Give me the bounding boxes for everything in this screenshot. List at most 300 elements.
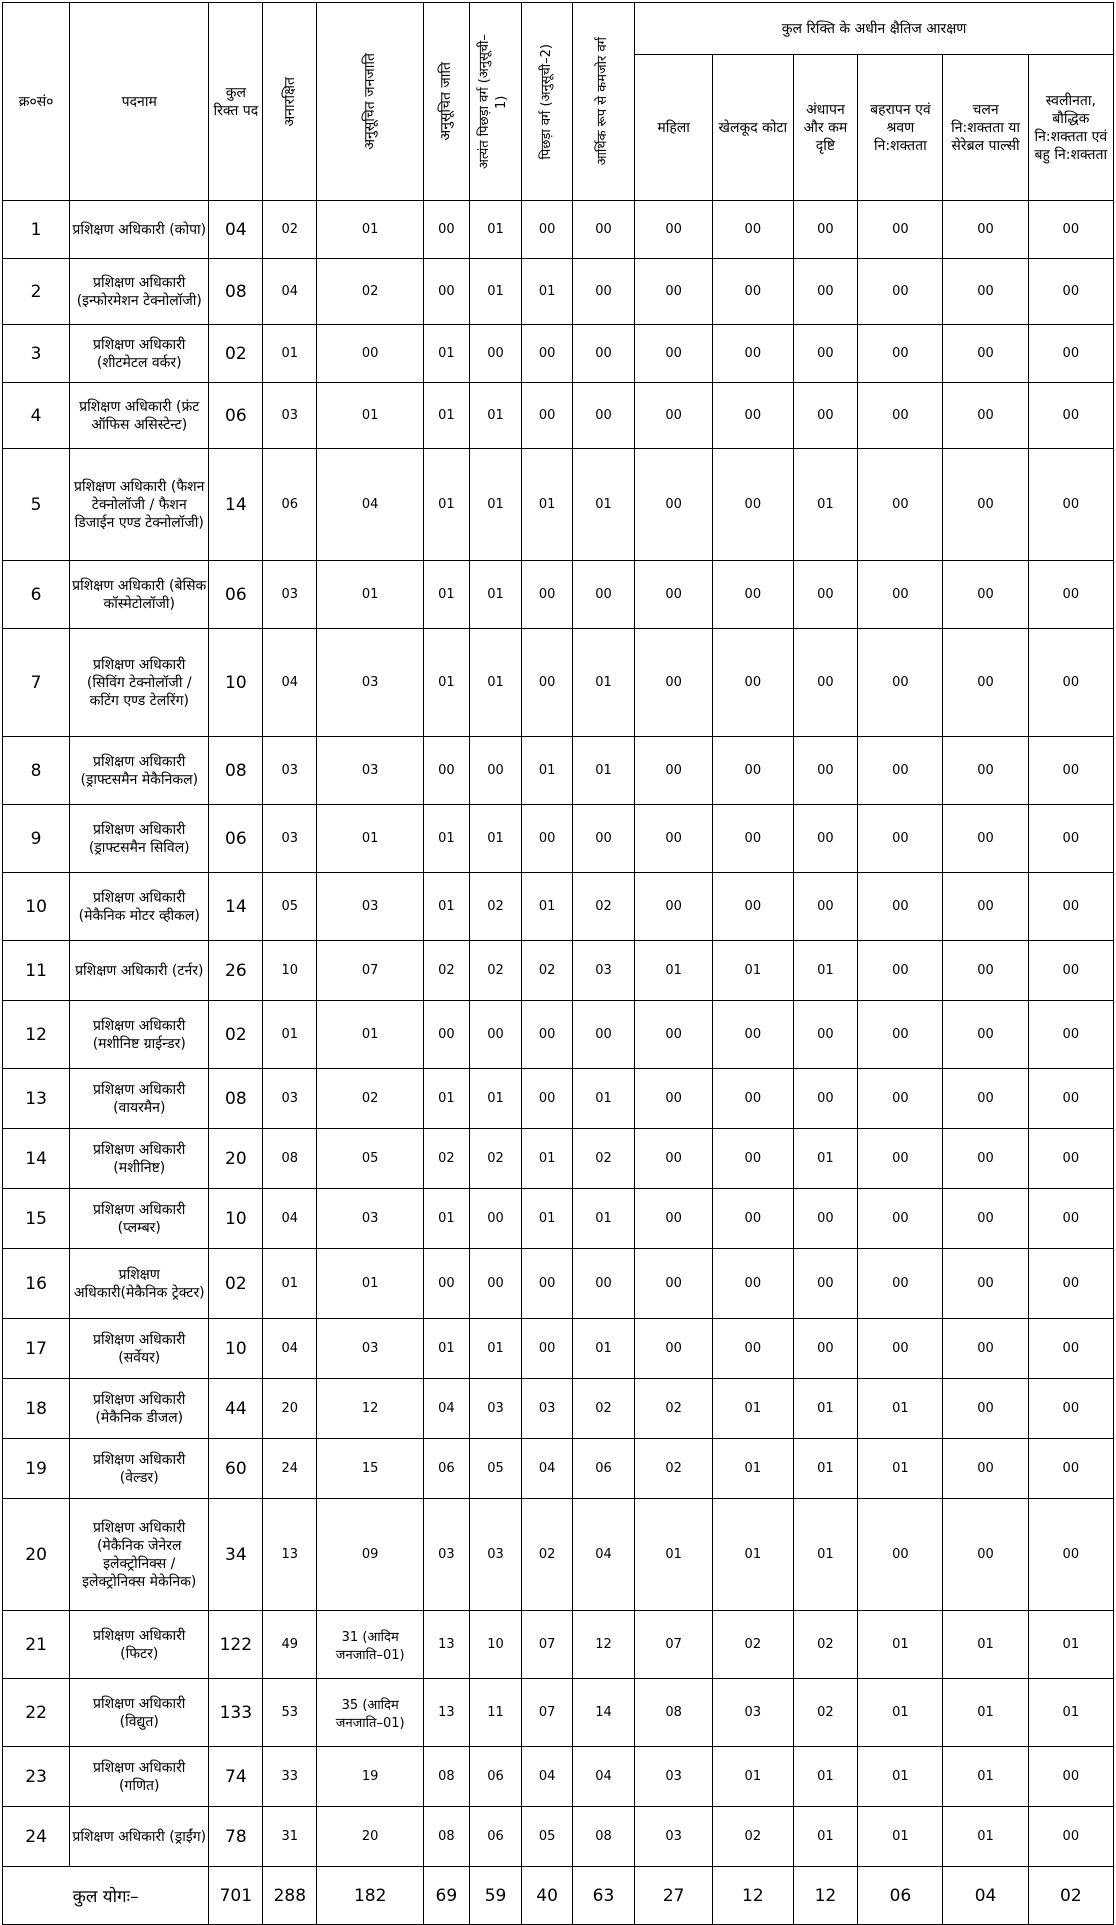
cell-autism: 00 [1028, 941, 1113, 1001]
cell-autism: 00 [1028, 1129, 1113, 1189]
cell-post: प्रशिक्षण अधिकारी (सिविंग टेक्नोलॉजी / कटिंग एण्ड टेलरिंग) [70, 629, 209, 737]
cell-ews: 02 [572, 1129, 634, 1189]
cell-sn: 11 [3, 941, 70, 1001]
cell-autism: 00 [1028, 1747, 1113, 1807]
cell-autism: 00 [1028, 737, 1113, 805]
cell-st: 01 [317, 561, 424, 629]
cell-sports: 01 [713, 1439, 793, 1499]
cell-autism: 00 [1028, 1379, 1113, 1439]
cell-bc: 01 [522, 1129, 572, 1189]
cell-sports: 00 [713, 449, 793, 561]
cell-sc: 01 [424, 449, 470, 561]
cell-locomotor: 00 [943, 449, 1028, 561]
cell-women: 00 [635, 1319, 713, 1379]
cell-women: 00 [635, 805, 713, 873]
cell-blind: 00 [793, 201, 858, 259]
cell-deaf: 00 [858, 1001, 943, 1069]
totals-deaf: 06 [858, 1867, 943, 1925]
cell-sn: 8 [3, 737, 70, 805]
cell-total: 14 [209, 873, 263, 941]
cell-locomotor: 00 [943, 629, 1028, 737]
cell-deaf: 01 [858, 1611, 943, 1679]
cell-deaf: 00 [858, 383, 943, 449]
table-row [3, 805, 1114, 873]
cell-st: 02 [317, 259, 424, 325]
cell-sc: 01 [424, 629, 470, 737]
header-locomotor: चलन नि:शक्तता या सेरेब्रल पाल्सी [943, 55, 1028, 201]
totals-total: 701 [209, 1867, 263, 1925]
cell-ebc: 02 [469, 1129, 522, 1189]
cell-ews: 00 [572, 805, 634, 873]
cell-locomotor: 00 [943, 1249, 1028, 1319]
header-sc [424, 3, 470, 201]
cell-sports: 01 [713, 1499, 793, 1611]
cell-autism: 00 [1028, 873, 1113, 941]
cell-sc: 02 [424, 941, 470, 1001]
header-st-label: अनुसूचित जनजाति [362, 53, 379, 150]
cell-post: प्रशिक्षण अधिकारी (टर्नर) [70, 941, 209, 1001]
cell-sn: 12 [3, 1001, 70, 1069]
cell-sc: 01 [424, 1319, 470, 1379]
header-deaf: बहरापन एवं श्रवण नि:शक्तता [858, 55, 943, 201]
cell-ebc: 03 [469, 1379, 522, 1439]
cell-women: 00 [635, 873, 713, 941]
header-blind: अंधापन और कम दृष्टि [793, 55, 858, 201]
cell-sn: 22 [3, 1679, 70, 1747]
cell-deaf: 00 [858, 1499, 943, 1611]
cell-women: 03 [635, 1807, 713, 1867]
cell-total: 133 [209, 1679, 263, 1747]
cell-total: 26 [209, 941, 263, 1001]
cell-ebc: 00 [469, 1001, 522, 1069]
cell-ebc: 01 [469, 805, 522, 873]
cell-total: 20 [209, 1129, 263, 1189]
cell-sn: 13 [3, 1069, 70, 1129]
cell-deaf: 01 [858, 1807, 943, 1867]
cell-autism: 00 [1028, 449, 1113, 561]
table-row [3, 1499, 1114, 1611]
cell-blind: 01 [793, 1439, 858, 1499]
cell-deaf: 01 [858, 1747, 943, 1807]
cell-sn: 21 [3, 1611, 70, 1679]
cell-ews: 14 [572, 1679, 634, 1747]
cell-sc: 00 [424, 1249, 470, 1319]
cell-blind: 00 [793, 1319, 858, 1379]
cell-autism: 00 [1028, 1807, 1113, 1867]
cell-post: प्रशिक्षण अधिकारी (ड्राफ्टसमैन मेकैनिकल) [70, 737, 209, 805]
cell-women: 00 [635, 1249, 713, 1319]
cell-sc: 01 [424, 383, 470, 449]
cell-blind: 01 [793, 941, 858, 1001]
cell-bc: 04 [522, 1439, 572, 1499]
cell-sports: 01 [713, 941, 793, 1001]
cell-bc: 07 [522, 1611, 572, 1679]
cell-sports: 00 [713, 873, 793, 941]
cell-sports: 00 [713, 629, 793, 737]
cell-ebc: 00 [469, 325, 522, 383]
cell-sports: 00 [713, 1069, 793, 1129]
table-row [3, 1807, 1114, 1867]
cell-ebc: 02 [469, 941, 522, 1001]
cell-post: प्रशिक्षण अधिकारी (वेल्डर) [70, 1439, 209, 1499]
cell-women: 00 [635, 383, 713, 449]
cell-bc: 00 [522, 1319, 572, 1379]
cell-sc: 00 [424, 737, 470, 805]
cell-blind: 00 [793, 1001, 858, 1069]
cell-bc: 07 [522, 1679, 572, 1747]
cell-women: 00 [635, 325, 713, 383]
cell-deaf: 00 [858, 325, 943, 383]
cell-ebc: 01 [469, 201, 522, 259]
cell-sports: 00 [713, 1001, 793, 1069]
cell-deaf: 00 [858, 1319, 943, 1379]
cell-ur: 03 [263, 561, 317, 629]
cell-bc: 00 [522, 629, 572, 737]
cell-ews: 00 [572, 383, 634, 449]
header-unreserved [263, 3, 317, 201]
cell-autism: 00 [1028, 561, 1113, 629]
totals-autism: 02 [1028, 1867, 1113, 1925]
table-row [3, 1069, 1114, 1129]
cell-ur: 10 [263, 941, 317, 1001]
cell-total: 60 [209, 1439, 263, 1499]
cell-ebc: 01 [469, 259, 522, 325]
cell-ur: 04 [263, 259, 317, 325]
cell-autism: 00 [1028, 383, 1113, 449]
cell-total: 06 [209, 383, 263, 449]
cell-women: 00 [635, 1069, 713, 1129]
cell-ur: 04 [263, 1319, 317, 1379]
cell-post: प्रशिक्षण अधिकारी (ड्राफ्टसमैन सिविल) [70, 805, 209, 873]
cell-bc: 01 [522, 449, 572, 561]
cell-ews: 01 [572, 629, 634, 737]
cell-blind: 00 [793, 1069, 858, 1129]
table-row [3, 629, 1114, 737]
cell-st: 04 [317, 449, 424, 561]
cell-post: प्रशिक्षण अधिकारी (बेसिक कॉस्मेटोलॉजी) [70, 561, 209, 629]
cell-post: प्रशिक्षण अधिकारी (फ्रंट ऑफिस असिस्टेन्ट) [70, 383, 209, 449]
cell-ews: 00 [572, 561, 634, 629]
cell-ebc: 05 [469, 1439, 522, 1499]
cell-sn: 10 [3, 873, 70, 941]
cell-sn: 17 [3, 1319, 70, 1379]
totals-sports: 12 [713, 1867, 793, 1925]
cell-ebc: 01 [469, 629, 522, 737]
cell-ur: 01 [263, 325, 317, 383]
cell-ebc: 01 [469, 1319, 522, 1379]
cell-st: 35 (आदिम जनजाति–01) [317, 1679, 424, 1747]
cell-blind: 00 [793, 737, 858, 805]
cell-st: 03 [317, 873, 424, 941]
cell-sn: 18 [3, 1379, 70, 1439]
cell-sc: 13 [424, 1611, 470, 1679]
cell-total: 10 [209, 1189, 263, 1249]
cell-deaf: 01 [858, 1439, 943, 1499]
cell-ur: 53 [263, 1679, 317, 1747]
cell-bc: 02 [522, 1499, 572, 1611]
cell-post: प्रशिक्षण अधिकारी (मशीनिष्ट) [70, 1129, 209, 1189]
cell-ur: 04 [263, 629, 317, 737]
cell-deaf: 00 [858, 259, 943, 325]
cell-bc: 00 [522, 1001, 572, 1069]
cell-ews: 02 [572, 873, 634, 941]
cell-total: 08 [209, 259, 263, 325]
cell-sc: 06 [424, 1439, 470, 1499]
cell-total: 44 [209, 1379, 263, 1439]
totals-sc: 69 [424, 1867, 470, 1925]
cell-post: प्रशिक्षण अधिकारी (मशीनिष्ट ग्राईन्डर) [70, 1001, 209, 1069]
table-row [3, 1129, 1114, 1189]
cell-sports: 00 [713, 1189, 793, 1249]
cell-bc: 00 [522, 561, 572, 629]
table-row [3, 737, 1114, 805]
cell-autism: 00 [1028, 1189, 1113, 1249]
cell-autism: 00 [1028, 1499, 1113, 1611]
table-row [3, 1319, 1114, 1379]
cell-sports: 00 [713, 737, 793, 805]
table-row [3, 1679, 1114, 1747]
totals-ur: 288 [263, 1867, 317, 1925]
cell-locomotor: 00 [943, 1001, 1028, 1069]
cell-deaf: 00 [858, 1249, 943, 1319]
cell-ur: 08 [263, 1129, 317, 1189]
cell-blind: 01 [793, 1129, 858, 1189]
cell-sn: 20 [3, 1499, 70, 1611]
cell-total: 74 [209, 1747, 263, 1807]
cell-st: 03 [317, 1319, 424, 1379]
cell-total: 04 [209, 201, 263, 259]
cell-sn: 4 [3, 383, 70, 449]
cell-total: 08 [209, 1069, 263, 1129]
cell-women: 07 [635, 1611, 713, 1679]
cell-ews: 01 [572, 449, 634, 561]
cell-sn: 1 [3, 201, 70, 259]
cell-ur: 03 [263, 737, 317, 805]
cell-deaf: 01 [858, 1679, 943, 1747]
cell-post: प्रशिक्षण अधिकारी (शीटमेटल वर्कर) [70, 325, 209, 383]
cell-deaf: 01 [858, 1379, 943, 1439]
header-ebc-label: अत्यंत पिछड़ा वर्ग (अनुसूची–1) [476, 34, 509, 169]
cell-total: 10 [209, 1319, 263, 1379]
cell-autism: 00 [1028, 1249, 1113, 1319]
cell-women: 00 [635, 449, 713, 561]
cell-locomotor: 00 [943, 1319, 1028, 1379]
cell-locomotor: 00 [943, 325, 1028, 383]
cell-post: प्रशिक्षण अधिकारी (ड्राईंग) [70, 1807, 209, 1867]
totals-women: 27 [635, 1867, 713, 1925]
cell-total: 14 [209, 449, 263, 561]
cell-locomotor: 00 [943, 1189, 1028, 1249]
cell-autism: 00 [1028, 1069, 1113, 1129]
table-row [3, 259, 1114, 325]
cell-ebc: 00 [469, 1189, 522, 1249]
cell-sc: 00 [424, 259, 470, 325]
header-horizontal-group: कुल रिक्ति के अधीन क्षैतिज आरक्षण [635, 3, 1114, 55]
cell-women: 02 [635, 1439, 713, 1499]
cell-bc: 00 [522, 805, 572, 873]
cell-st: 02 [317, 1069, 424, 1129]
cell-ur: 03 [263, 383, 317, 449]
cell-sc: 02 [424, 1129, 470, 1189]
cell-ebc: 06 [469, 1807, 522, 1867]
header-post: पदनाम [70, 3, 209, 201]
cell-ebc: 01 [469, 1069, 522, 1129]
cell-sn: 24 [3, 1807, 70, 1867]
cell-sn: 7 [3, 629, 70, 737]
cell-sn: 6 [3, 561, 70, 629]
cell-autism: 01 [1028, 1679, 1113, 1747]
cell-locomotor: 00 [943, 1499, 1028, 1611]
cell-sc: 01 [424, 1069, 470, 1129]
cell-blind: 01 [793, 1747, 858, 1807]
cell-sn: 16 [3, 1249, 70, 1319]
cell-ur: 33 [263, 1747, 317, 1807]
cell-ebc: 01 [469, 561, 522, 629]
cell-autism: 01 [1028, 1611, 1113, 1679]
cell-deaf: 00 [858, 1189, 943, 1249]
cell-deaf: 00 [858, 941, 943, 1001]
cell-locomotor: 00 [943, 1069, 1028, 1129]
cell-blind: 01 [793, 1807, 858, 1867]
cell-bc: 03 [522, 1379, 572, 1439]
cell-locomotor: 00 [943, 259, 1028, 325]
cell-post: प्रशिक्षण अधिकारी (फिटर) [70, 1611, 209, 1679]
cell-locomotor: 00 [943, 873, 1028, 941]
cell-post: प्रशिक्षण अधिकारी (कोपा) [70, 201, 209, 259]
cell-ews: 03 [572, 941, 634, 1001]
cell-sc: 01 [424, 325, 470, 383]
cell-bc: 01 [522, 873, 572, 941]
cell-sports: 01 [713, 1747, 793, 1807]
cell-sc: 01 [424, 873, 470, 941]
totals-blind: 12 [793, 1867, 858, 1925]
cell-st: 01 [317, 1249, 424, 1319]
cell-ews: 12 [572, 1611, 634, 1679]
cell-ebc: 00 [469, 737, 522, 805]
cell-sports: 00 [713, 201, 793, 259]
cell-post: प्रशिक्षण अधिकारी (इन्फोरमेशन टेक्नोलॉजी) [70, 259, 209, 325]
cell-women: 00 [635, 629, 713, 737]
cell-ews: 01 [572, 1189, 634, 1249]
table-row [3, 1001, 1114, 1069]
cell-sn: 9 [3, 805, 70, 873]
cell-ur: 20 [263, 1379, 317, 1439]
cell-bc: 00 [522, 383, 572, 449]
cell-locomotor: 00 [943, 941, 1028, 1001]
table-row [3, 325, 1114, 383]
cell-women: 00 [635, 561, 713, 629]
cell-st: 12 [317, 1379, 424, 1439]
cell-sports: 02 [713, 1807, 793, 1867]
cell-sn: 5 [3, 449, 70, 561]
cell-total: 08 [209, 737, 263, 805]
cell-blind: 00 [793, 873, 858, 941]
cell-women: 08 [635, 1679, 713, 1747]
cell-total: 06 [209, 561, 263, 629]
cell-blind: 00 [793, 629, 858, 737]
header-ebc [469, 3, 522, 201]
cell-bc: 01 [522, 259, 572, 325]
cell-ur: 24 [263, 1439, 317, 1499]
cell-deaf: 00 [858, 873, 943, 941]
cell-bc: 00 [522, 1249, 572, 1319]
cell-sn: 19 [3, 1439, 70, 1499]
cell-deaf: 00 [858, 449, 943, 561]
cell-post: प्रशिक्षण अधिकारी(मेकैनिक ट्रेक्टर) [70, 1249, 209, 1319]
cell-total: 78 [209, 1807, 263, 1867]
cell-sc: 00 [424, 201, 470, 259]
header-sc-label: अनुसूचित जाति [438, 62, 455, 141]
cell-locomotor: 01 [943, 1807, 1028, 1867]
cell-locomotor: 00 [943, 1129, 1028, 1189]
cell-women: 01 [635, 941, 713, 1001]
cell-blind: 00 [793, 325, 858, 383]
cell-st: 09 [317, 1499, 424, 1611]
cell-total: 02 [209, 1001, 263, 1069]
cell-st: 01 [317, 383, 424, 449]
cell-deaf: 00 [858, 1129, 943, 1189]
cell-autism: 00 [1028, 1439, 1113, 1499]
table-row [3, 383, 1114, 449]
cell-women: 03 [635, 1747, 713, 1807]
cell-ur: 04 [263, 1189, 317, 1249]
header-women: महिला [635, 55, 713, 201]
cell-women: 01 [635, 1499, 713, 1611]
cell-sports: 03 [713, 1679, 793, 1747]
cell-ews: 01 [572, 737, 634, 805]
cell-sc: 08 [424, 1747, 470, 1807]
cell-st: 15 [317, 1439, 424, 1499]
cell-deaf: 00 [858, 1069, 943, 1129]
cell-st: 03 [317, 737, 424, 805]
cell-post: प्रशिक्षण अधिकारी (विद्युत) [70, 1679, 209, 1747]
cell-sc: 01 [424, 1189, 470, 1249]
cell-bc: 05 [522, 1807, 572, 1867]
cell-bc: 00 [522, 1069, 572, 1129]
header-sports: खेलकूद कोटा [713, 55, 793, 201]
cell-total: 02 [209, 325, 263, 383]
vacancy-table [2, 2, 1114, 1925]
cell-total: 122 [209, 1611, 263, 1679]
cell-sc: 03 [424, 1499, 470, 1611]
cell-blind: 00 [793, 259, 858, 325]
cell-women: 02 [635, 1379, 713, 1439]
cell-total: 10 [209, 629, 263, 737]
cell-sc: 01 [424, 561, 470, 629]
cell-sports: 00 [713, 1249, 793, 1319]
cell-women: 00 [635, 737, 713, 805]
cell-sc: 08 [424, 1807, 470, 1867]
cell-ews: 00 [572, 1001, 634, 1069]
cell-bc: 02 [522, 941, 572, 1001]
cell-st: 03 [317, 1189, 424, 1249]
cell-ebc: 00 [469, 1249, 522, 1319]
cell-sports: 00 [713, 383, 793, 449]
cell-locomotor: 00 [943, 383, 1028, 449]
table-row [3, 941, 1114, 1001]
cell-sports: 00 [713, 1319, 793, 1379]
cell-ews: 01 [572, 1069, 634, 1129]
cell-locomotor: 00 [943, 201, 1028, 259]
cell-ews: 00 [572, 1249, 634, 1319]
cell-locomotor: 01 [943, 1611, 1028, 1679]
cell-total: 06 [209, 805, 263, 873]
cell-sn: 3 [3, 325, 70, 383]
cell-ur: 31 [263, 1807, 317, 1867]
cell-st: 01 [317, 201, 424, 259]
totals-label: कुल योगः– [3, 1867, 209, 1925]
cell-total: 02 [209, 1249, 263, 1319]
